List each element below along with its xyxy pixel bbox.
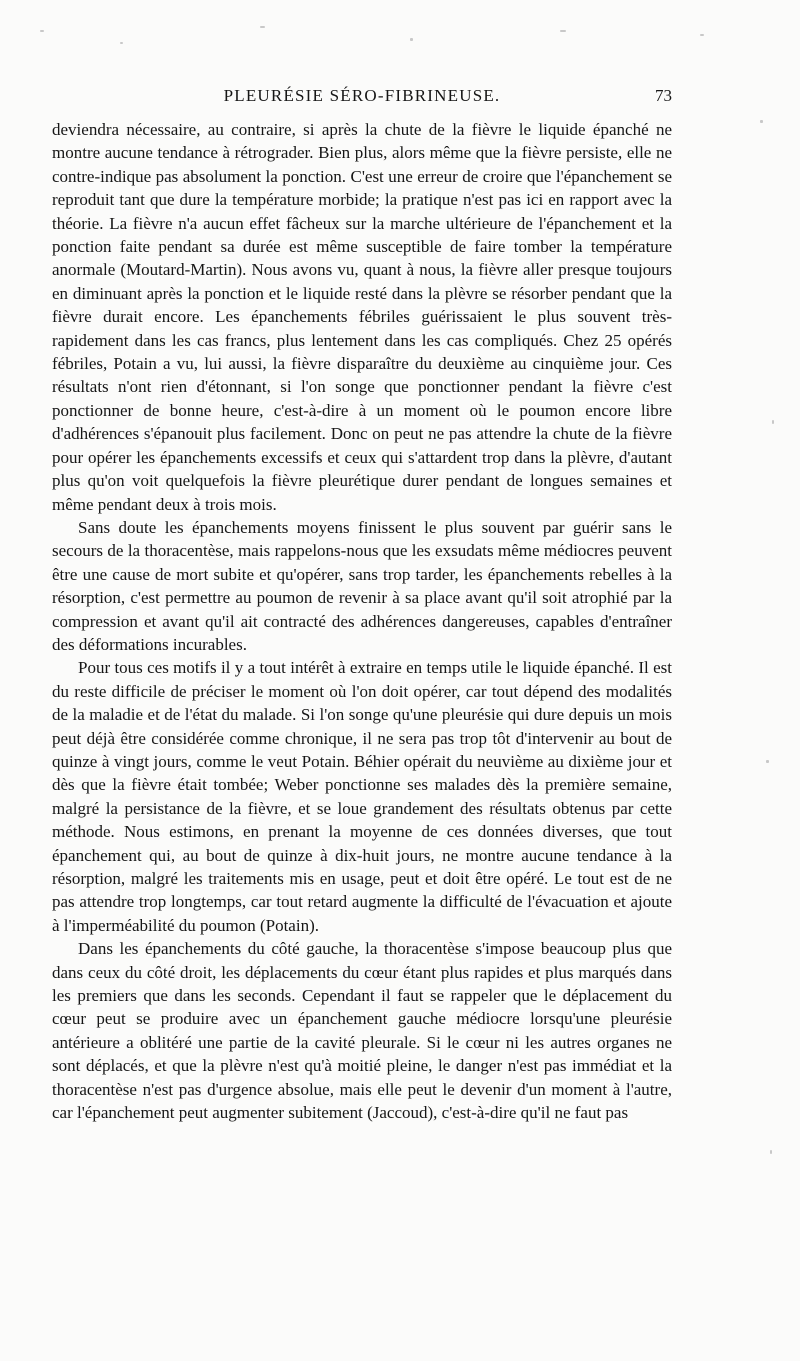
scan-speck [260, 26, 265, 28]
paragraph-fever-puncture: deviendra nécessaire, au contraire, si après la chute de la fièvre le liquide épanché ne montre aucune tendance à rétrograder. Bien plus, alors même que la fièvre persiste, elle ne contre-indique pas absolument la ponction. C'est une erreur de croire que l'épanchement se reproduit tant que dure la température morbide; la pratique n'est pas ici en rapport avec la théorie. La fièvre n'a aucun effet fâcheux sur la marche ultérieure de l'épanchement et la ponction faite pendant sa durée est même susceptible de faire tomber la température anormale (Moutard-Martin). Nous avons vu, quant à nous, la fièvre aller presque toujours en diminuant après la ponction et le liquide resté dans la plèvre se résorber pendant que la fièvre durait encore. Les épanchements fébriles guérissaient le plus souvent très-rapidement dans les cas francs, plus lentement dans les cas compliqués. Chez 25 opérés fébriles, Potain a vu, lui aussi, la fièvre disparaître du deuxième au cinquième jour. Ces résultats n'ont rien d'étonnant, si l'on songe que ponctionner pendant la fièvre c'est ponctionner de bonne heure, c'est-à-dire à un moment où le poumon encore libre d'adhérences s'épanouit plus facilement. Donc on peut ne pas attendre la chute de la fièvre pour opérer les épanchements excessifs et ceux qui s'attardent trop dans la plèvre, d'autant plus qu'on voit quelquefois la fièvre pleurétique durer pendant de longues semaines et même pendant deux à trois mois. [52, 120, 672, 514]
scan-speck [760, 120, 763, 123]
page-number: 73 [655, 86, 672, 105]
scan-speck [770, 1150, 772, 1154]
paragraph-left-side-effusions: Dans les épanchements du côté gauche, la thoracentèse s'impose beaucoup plus que dans ceux du côté droit, les déplacements du cœur étant plus rapides et plus marqués dans les premiers que dans les seconds. Cependant il faut se rappeler que le déplacement du cœur peut se produire avec un épanchement gauche médiocre lorsqu'une pleurésie antérieure a oblitéré une partie de la cavité pleurale. Si le cœur ni les autres organes ne sont déplacés, et que la plèvre n'est qu'à moitié pleine, le danger n'est pas immédiat et la thoracentèse n'est pas d'urgence absolue, mais elle peut le devenir d'un moment à l'autre, car l'épanchement peut augmenter subitement (Jaccoud), c'est-à-dire qu'il ne faut pas [52, 939, 672, 1123]
scan-speck [560, 30, 566, 32]
scan-speck [120, 42, 123, 44]
scan-speck [772, 420, 774, 424]
scan-speck [40, 30, 44, 32]
paragraph-timing-of-operation: Pour tous ces motifs il y a tout intérêt à extraire en temps utile le liquide épanché. Il est du reste difficile de préciser le moment où l'on doit opérer, car tout dépend des modalités de la maladie et de l'état du malade. Si l'on songe qu'une pleurésie qui dure depuis un mois peut déjà être considérée comme chronique, il ne sera pas trop tôt d'intervenir au bout de quinze à vingt jours, comme le veut Potain. Béhier opérait du neuvième au dixième jour et dès que la fièvre était tombée; Weber ponctionne ses malades dès la première semaine, malgré la persistance de la fièvre, et se loue grandement des résultats obtenus par cette méthode. Nous estimons, en prenant la moyenne de ces données diverses, que tout épanchement qui, au bout de quinze à dix-huit jours, ne montre aucune tendance à la résorption, malgré les traitements mis en usage, peut et doit être opéré. Le tout est de ne pas attendre trop longtemps, car tout retard augmente la difficulté de l'évacuation et ajoute à l'imperméabilité du poumon (Potain). [52, 658, 672, 935]
body-text [52, 118, 672, 1124]
scan-speck [410, 38, 413, 41]
running-head [52, 86, 672, 112]
running-title: PLEURÉSIE SÉRO-FIBRINEUSE. [223, 86, 501, 105]
scan-speck [700, 34, 704, 36]
paragraph-moderate-effusions: Sans doute les épanchements moyens finissent le plus souvent par guérir sans le secours de la thoracentèse, mais rappelons-nous que les exsudats même médiocres peuvent être une cause de mort subite et qu'opérer, sans trop tarder, les épanchements rebelles à la résorption, c'est permettre au poumon de revenir à sa place avant qu'il soit atrophié par la compression et avant qu'il ait contracté des adhérences dangereuses, capables d'entraîner des déformations incurables. [52, 517, 672, 654]
scan-speck [766, 760, 769, 763]
